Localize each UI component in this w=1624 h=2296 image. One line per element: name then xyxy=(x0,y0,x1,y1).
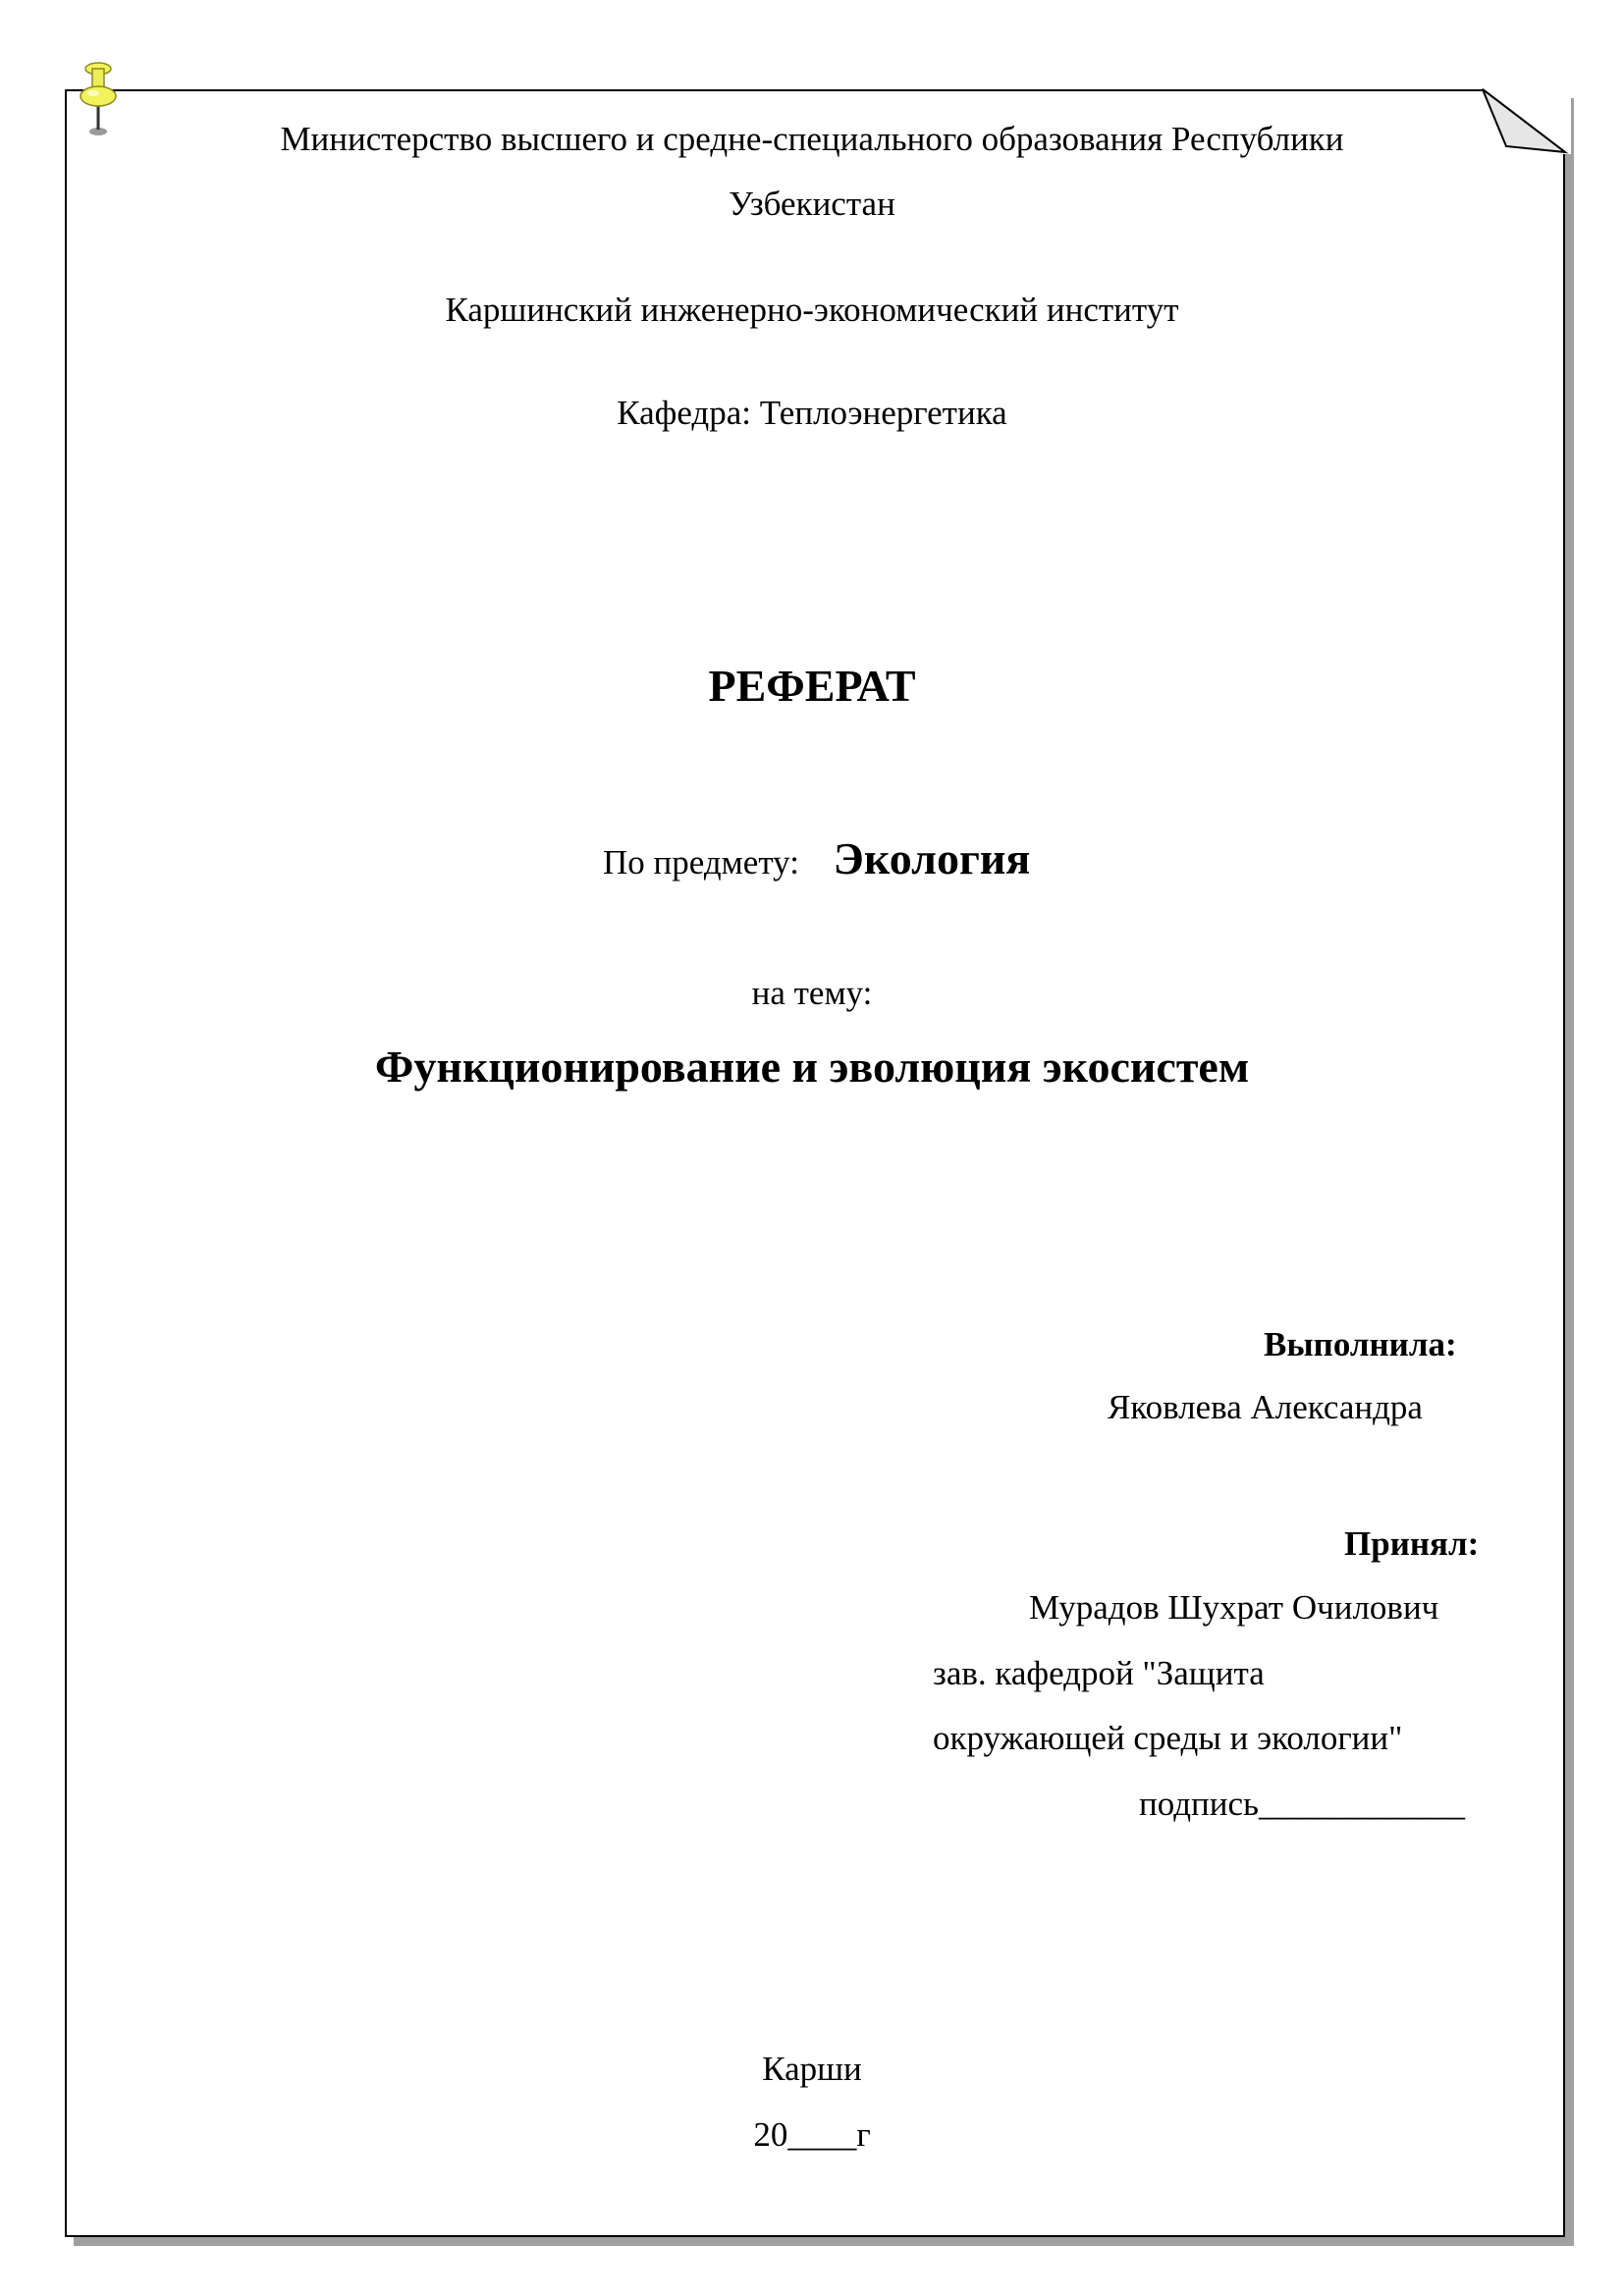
topic-prefix: на тему: xyxy=(751,974,873,1012)
ministry-line-2: Узбекистан xyxy=(729,185,895,223)
signature-line: подпись____________ xyxy=(1139,1785,1465,1823)
subject-prefix: По предмету: xyxy=(603,843,799,881)
subject-line xyxy=(603,833,1031,883)
city-name: Карши xyxy=(762,2050,862,2088)
reviewer-position-line-2: окружающей среды и экологии" xyxy=(933,1719,1403,1757)
ministry-line-1: Министерство высшего и средне-специального образования Республики xyxy=(280,120,1344,158)
reviewer-position-line-1: зав. кафедрой "Защита xyxy=(933,1654,1265,1692)
author-label: Выполнила: xyxy=(1264,1325,1457,1363)
topic-title: Функционирование и эволюция экосистем xyxy=(374,1041,1250,1092)
author-name: Яковлева Александра xyxy=(1108,1388,1423,1426)
document-type-title: РЕФЕРАТ xyxy=(708,661,916,711)
institute-name: Каршинский инженерно-экономический институт xyxy=(445,291,1179,329)
reviewer-label: Принял: xyxy=(1344,1524,1480,1563)
reviewer-name: Мурадов Шухрат Очилович xyxy=(1029,1588,1439,1627)
subject-name: Экология xyxy=(833,833,1031,883)
department-name: Кафедра: Теплоэнергетика xyxy=(617,394,1007,432)
year-line: 20____г xyxy=(753,2115,871,2154)
